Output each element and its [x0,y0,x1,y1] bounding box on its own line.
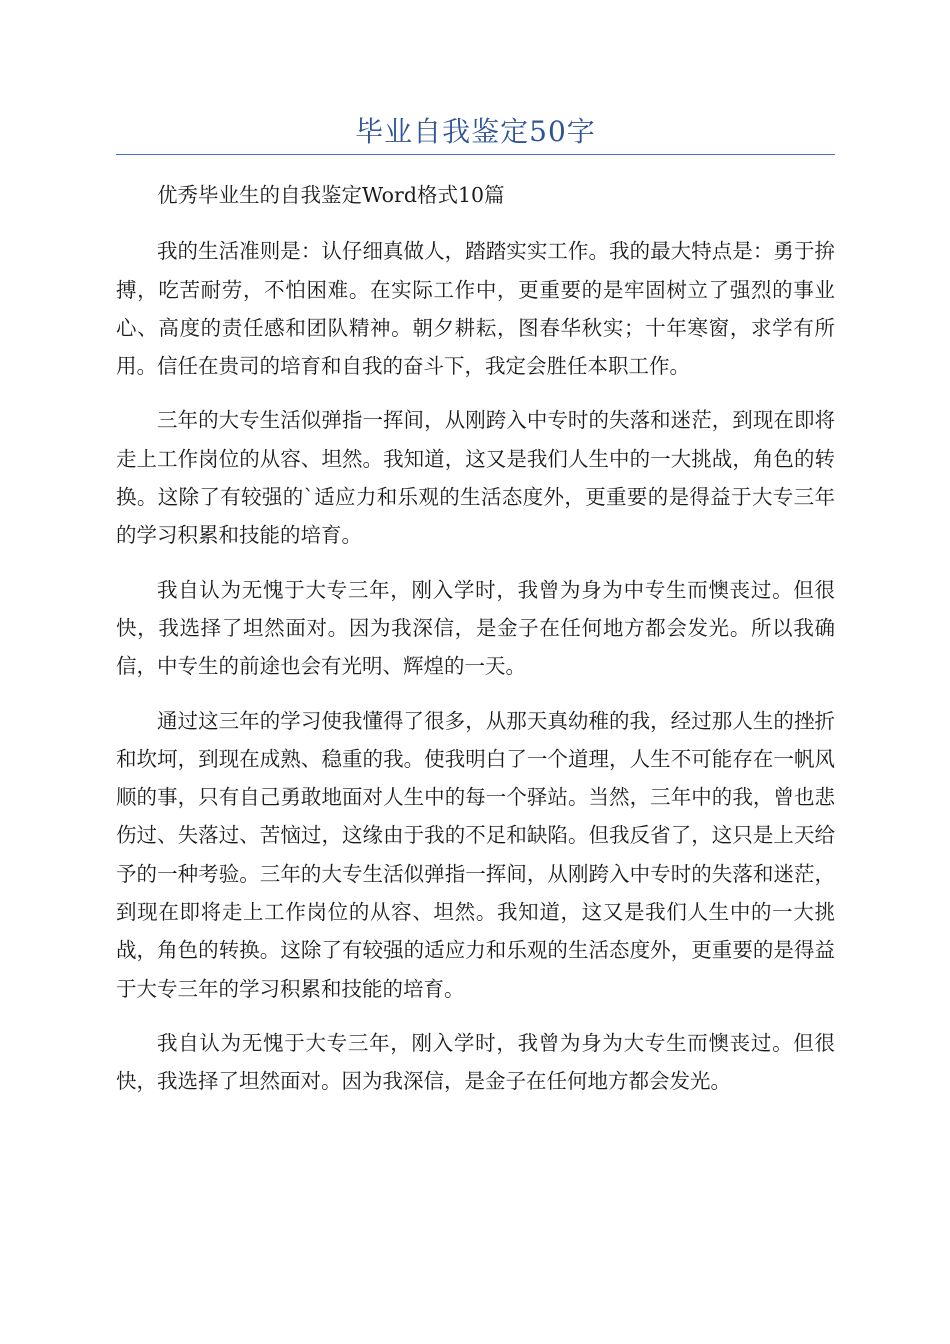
title-underline-rule [116,154,835,155]
body-paragraph-5: 我自认为无愧于大专三年，刚入学时，我曾为身为大专生而懊丧过。但很快，我选择了坦然面对。因为我深信，是金子在任何地方都会发光。 [116,1030,835,1094]
document-title: 毕业自我鉴定50字 [355,115,596,148]
body-paragraph-3: 我自认为无愧于大专三年，刚入学时，我曾为身为中专生而懊丧过。但很快，我选择了坦然面对。因为我深信，是金子在任何地方都会发光。所以我确信，中专生的前途也会有光明、辉煌的一天。 [116,577,835,679]
body-paragraph-2: 三年的大专生活似弹指一挥间，从刚跨入中专时的失落和迷茫，到现在即将走上工作岗位的从容、坦然。我知道，这又是我们人生中的一大挑战，角色的转换。这除了有较强的`适应力和乐观的生活态度外，更重要的是得益于大专三年的学习积累和技能的培育。 [116,408,835,548]
document-body [116,176,835,1117]
body-paragraph-4: 通过这三年的学习使我懂得了很多，从那天真幼稚的我，经过那人生的挫折和坎坷，到现在成熟、稳重的我。使我明白了一个道理，人生不可能存在一帆风顺的事，只有自己勇敢地面对人生中的每一个驿站。当然，三年中的我，曾也悲伤过、失落过、苦恼过，这缘由于我的不足和缺陷。但我反省了，这只是上天给予的一种考验。三年的大专生活似弹指一挥间，从刚跨入中专时的失落和迷茫，到现在即将走上工作岗位的从容、坦然。我知道，这又是我们人生中的一大挑战，角色的转换。这除了有较强的适应力和乐观的生活态度外，更重要的是得益于大专三年的学习积累和技能的培育。 [116,708,835,1001]
document-subtitle: 优秀毕业生的自我鉴定Word格式10篇 [157,183,505,207]
body-paragraph-1: 我的生活准则是：认仔细真做人，踏踏实实工作。我的最大特点是：勇于拚搏，吃苦耐劳，不怕困难。在实际工作中，更重要的是牢固树立了强烈的事业心、高度的责任感和团队精神。朝夕耕耘，图春华秋实；十年寒窗，求学有所用。信任在贵司的培育和自我的奋斗下，我定会胜任本职工作。 [116,239,835,379]
